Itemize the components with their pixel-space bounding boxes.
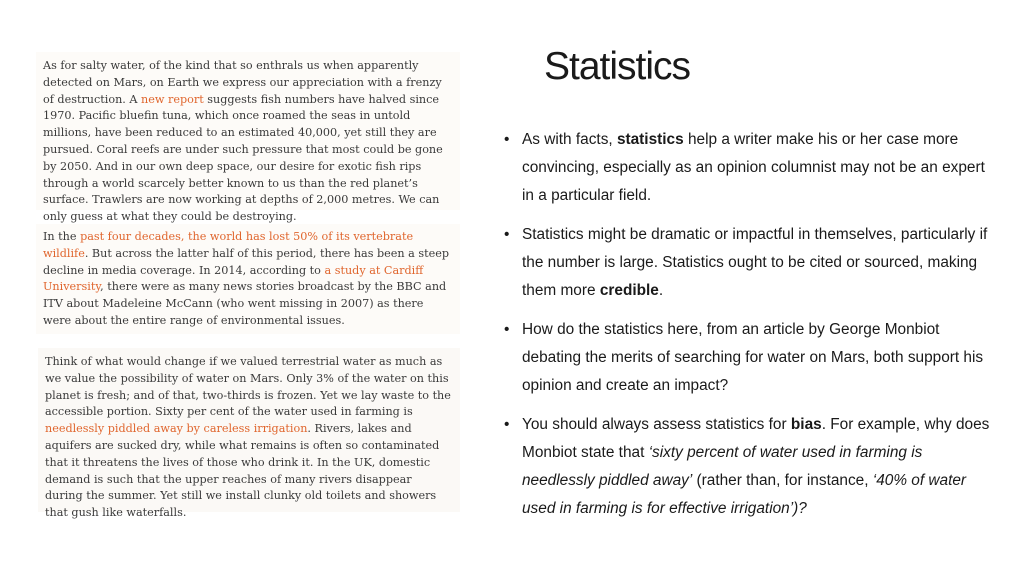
article-excerpt-2 <box>36 224 460 334</box>
cardiff-study-link[interactable]: a study at Cardiff University <box>43 263 424 294</box>
bullet-marker: • <box>504 321 510 338</box>
emphasis-bias: bias <box>790 416 822 433</box>
bullet-marker: • <box>504 226 510 243</box>
new-report-link[interactable]: new report <box>141 92 204 106</box>
needlessly-piddled-link[interactable]: needlessly piddled away by careless irrigation <box>45 422 308 436</box>
excerpt-paragraph: As for salty water, of the kind that so enthrals us when apparently detected on Mars, on Earth we express our appreciation with a frenzy of destruction. A new report suggests fish numbers have halved since 1970. Pacific bluefin tuna, which once roamed the seas in untold millions, have been reduced to an estimated 40,000, yet still they are pursued. Coral reefs are under such pressure that most could be gone by 2050. And in our own deep space, our desire for exotic fish rips through a world scarcely better known to us than the red planet’s surface. Trawlers are now working at depths of 2,000 metres. We can only guess at what they could be destroying. <box>43 59 443 224</box>
bullet-marker: • <box>504 131 510 148</box>
quote-forty-percent: ‘40% of water used in farming is for effective irrigation’)? <box>522 472 967 517</box>
bullet-marker: • <box>504 416 510 433</box>
article-excerpt-3 <box>38 348 460 520</box>
article-excerpt-1 <box>36 52 460 224</box>
bullet-item-question: • How do the statistics here, from an article by George Monbiot debating the merits of searching for water on Mars, both support his opinion and create an impact? <box>500 316 990 400</box>
excerpt-paragraph: In the past four decades, the world has lost 50% of its vertebrate wildlife. But across the latter half of this period, there has been a steep decline in media coverage. In 2014, according to a study at Cardiff University, there were as many news stories broadcast by the BBC and ITV about Madeleine McCann (who went missing in 2007) as there were about the entire range of environmental issues. <box>43 230 450 327</box>
quote-sixty-percent: ‘sixty percent of water used in farming is needlessly piddled away’ <box>522 444 923 489</box>
emphasis-statistics: statistics <box>616 131 684 148</box>
excerpt-paragraph: Think of what would change if we valued terrestrial water as much as we value the possibility of water on Mars. Only 3% of the water on this planet is fresh; and of that, two-thirds is frozen. Yet we lay waste to the accessible portion. Sixty per cent of the water used in farming is needlessly piddled away by careless irrigation. Rivers, lakes and aquifers are sucked dry, while what remains is often so contaminated that it threatens the lives of those who drink it. In the UK, domestic demand is such that the upper reaches of many rivers disappear during the summer. Yet still we install clunky old toilets and showers that gush like waterfalls. <box>45 355 451 520</box>
vertebrate-wildlife-link[interactable]: past four decades, the world has lost 50% of its vertebrate wildlife <box>43 230 414 260</box>
bullet-item-facts: • As with facts, statistics help a writer make his or her case more convincing, especially as an opinion columnist may not be an expert in a particular field. <box>500 126 990 210</box>
slide-title: Statistics <box>544 45 691 88</box>
emphasis-credible: credible <box>599 282 659 299</box>
bullet-item-bias: • You should always assess statistics for bias. For example, why does Monbiot state that ‘sixty percent of water used in farming is needlessly piddled away’ (rather than, for instance, ‘40% of water used in farming is for effective irrigation’)? <box>500 411 990 523</box>
bullet-item-dramatic: • Statistics might be dramatic or impactful in themselves, particularly if the number is large. Statistics ought to be cited or sourced, making them more credible. <box>500 221 990 305</box>
bullet-list <box>500 126 990 534</box>
